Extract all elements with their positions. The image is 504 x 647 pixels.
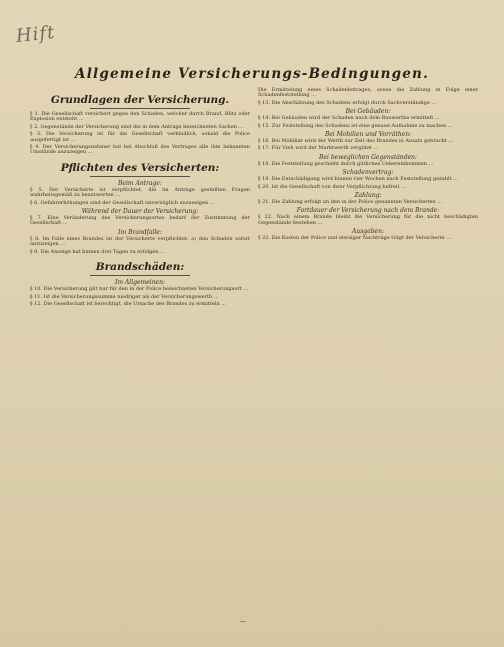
paragraph: § 6. Gefahrerhöhungen sind der Gesellschaft unverzüglich anzuzeigen ... <box>30 199 215 206</box>
divider <box>90 108 190 109</box>
paragraph: § 7. Eine Veränderung des Versicherungsortes bedarf der Zustimmung der Gesellschaft ... <box>30 215 250 227</box>
paragraph: § 4. Der Versicherungsnehmer hat bei Abschluß des Vertrages alle ihm bekannten Umstände anzuzeigen ... <box>30 144 250 156</box>
section-heading: Brandschäden: <box>95 261 185 274</box>
section-subheading: Ausgaben: <box>352 228 384 236</box>
page-title: Allgemeine Versicherungs-Bedingungen. <box>75 66 429 82</box>
section-heading: Pflichten des Versicherten: <box>60 161 220 174</box>
paragraph: § 23. Die Kosten der Police und etwaiger Nachträge trägt der Versicherte ... <box>258 235 451 242</box>
section-subheading: Während der Dauer der Versicherung: <box>81 208 199 216</box>
paragraph: § 3. Die Versicherung ist für die Gesellschaft verbindlich, sobald die Police ausgefertigt ist ... <box>30 131 250 143</box>
section-subheading: Bei Mobilien und Vorräthen: <box>324 131 412 139</box>
paragraph: § 15. Zur Feststellung des Schadens ist eine genaue Aufnahme zu machen ... <box>258 122 453 129</box>
paragraph: § 18. Die Feststellung geschieht durch gütliches Uebereinkommen ... <box>258 160 434 167</box>
paragraph: § 1. Die Gesellschaft versichert gegen den Schaden, welcher durch Brand, Blitz oder Explosion entsteht ... <box>30 111 250 123</box>
paragraph: § 12. Die Gesellschaft ist berechtigt, die Ursache des Brandes zu ermitteln ... <box>30 300 227 307</box>
paragraph: § 16. Bei Mobiliar wird der Werth zur Zeit des Brandes in Ansatz gebracht ... <box>258 138 454 145</box>
paragraph: § 10. Die Versicherung gilt nur für den in der Police bezeichneten Versicherungsort ... <box>30 286 249 293</box>
section-subheading: Zahlung: <box>354 192 382 200</box>
paragraph: § 9. Die Anzeige hat binnen drei Tagen zu erfolgen ... <box>30 248 165 255</box>
section-subheading: Bei beweglichen Gegenständen: <box>319 153 417 161</box>
section-subheading: Im Allgemeinen: <box>115 279 165 287</box>
paragraph: § 22. Nach einem Brande bleibt die Versicherung für die nicht beschädigten Gegenstände bestehen ... <box>258 214 478 226</box>
section-subheading: Fortdauer der Versicherung nach dem Brande: <box>296 207 440 215</box>
paragraph: § 14. Bei Gebäuden wird der Schaden nach dem Bauwerthe ermittelt ... <box>258 115 440 122</box>
section-subheading: Im Brandfalle: <box>118 228 162 236</box>
paragraph: Die Ermittelung eines Schadenbetrages, sowie die Zahlung in Folge einer Schadenfeststellung ... <box>258 87 478 99</box>
paragraph: § 20. Ist die Gesellschaft von ihrer Verpflichtung befreit ... <box>258 183 406 190</box>
section-subheading: Schadenvertrag: <box>342 169 394 177</box>
paragraph: § 19. Die Entschädigung wird binnen vier Wochen nach Feststellung gezahlt ... <box>258 176 458 183</box>
divider <box>90 176 190 177</box>
paragraph: § 17. Für Vieh wird der Marktwerth vergütet ... <box>258 145 379 152</box>
page-number: — <box>240 618 246 625</box>
paragraph: § 2. Gegenstände der Versicherung sind die in dem Antrage bezeichneten Sachen ... <box>30 123 244 130</box>
divider <box>90 275 190 276</box>
paragraph: § 13. Die Abschätzung des Schadens erfolgt durch Sachverständige ... <box>258 99 437 106</box>
right-column <box>258 88 478 244</box>
section-heading: Grundlagen der Versicherung. <box>50 94 230 106</box>
section-subheading: Beim Antrage: <box>118 179 162 187</box>
paragraph: § 8. Im Falle eines Brandes ist der Versicherte verpflichtet: a) den Schaden sofort anzuzeigen ... <box>30 235 250 248</box>
paragraph: § 21. Die Zahlung erfolgt an den in der Police genannten Versicherten ... <box>258 199 443 206</box>
handwritten-note: Hift <box>15 22 57 47</box>
paragraph: § 5. Der Versicherte ist verpflichtet, die im Antrage gestellten Fragen wahrheitsgemäß zu beantworten ... <box>30 186 250 199</box>
left-column <box>30 88 250 309</box>
section-subheading: Bei Gebäuden: <box>345 108 391 116</box>
paragraph: § 11. Ist die Versicherungssumme niedriger als der Versicherungswerth ... <box>30 293 219 300</box>
